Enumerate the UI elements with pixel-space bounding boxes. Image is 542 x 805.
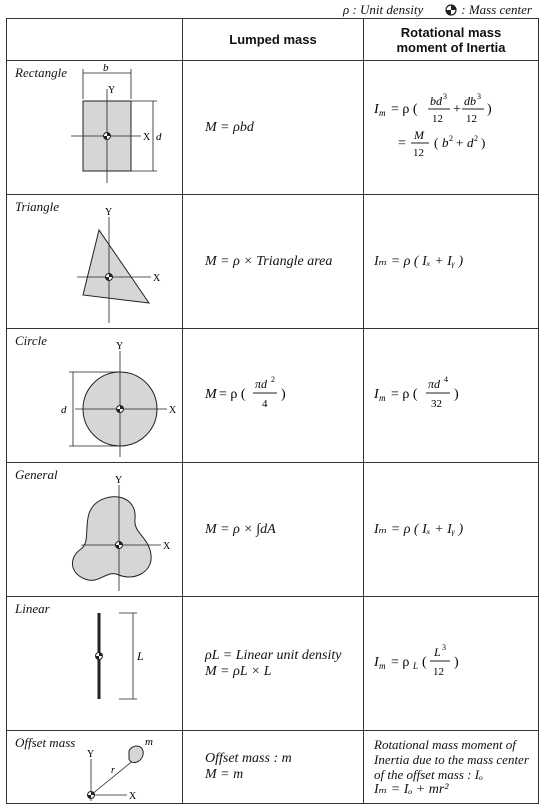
svg-text:m: m — [379, 392, 386, 403]
circle-lumped-formula — [205, 374, 325, 414]
table-row — [7, 463, 539, 597]
linear-moment-formula — [374, 642, 494, 682]
svg-text:L: L — [434, 644, 441, 659]
legend — [343, 2, 532, 18]
linear-moment — [364, 597, 539, 731]
circle-cell — [7, 329, 183, 463]
header-moment: Rotational mass moment of Inertia — [364, 19, 539, 61]
svg-text:= ρ: = ρ — [391, 654, 410, 670]
rectangle-cell — [7, 61, 183, 195]
svg-text:+: + — [456, 134, 464, 150]
svg-text:db: db — [464, 93, 476, 108]
offset-moment — [364, 731, 539, 804]
dim-b-label: b — [103, 62, 109, 74]
svg-text:): ) — [487, 101, 492, 117]
svg-text:= ρ (: = ρ ( — [391, 386, 418, 402]
offset-lumped-line2: M = m — [205, 767, 244, 782]
svg-text:): ) — [481, 134, 486, 150]
legend-density: ρ : Unit density — [342, 2, 424, 17]
svg-text:= ρ (: = ρ ( — [391, 101, 418, 117]
header-shape — [7, 19, 183, 61]
dim-d-label: d — [156, 131, 162, 143]
shape-name: General — [15, 467, 58, 482]
offset-moment-line4: Iₘ = Iₒ + mr² — [374, 782, 449, 797]
rectangle-moment — [364, 61, 539, 195]
table-row — [7, 329, 539, 463]
axis-y-label: Y — [105, 207, 113, 218]
axis-y-label: Y — [115, 475, 123, 486]
svg-text:12: 12 — [413, 146, 424, 159]
table-row — [7, 731, 539, 804]
svg-text:): ) — [281, 386, 286, 402]
axis-y-label: Y — [116, 341, 124, 352]
offset-mass-cell — [7, 731, 183, 804]
offset-lumped-line1: Offset mass : m — [205, 751, 292, 766]
shape-name: Rectangle — [15, 65, 67, 80]
general-diagram — [7, 463, 183, 596]
svg-text:m: m — [379, 660, 386, 671]
circle-diagram — [7, 329, 183, 462]
svg-text:I: I — [374, 101, 379, 117]
table-row — [7, 195, 539, 329]
shape-name: Triangle — [15, 199, 60, 214]
svg-text:πd: πd — [255, 376, 268, 391]
offset-moment-line3: of the offset mass : Iₒ — [374, 767, 483, 782]
svg-text:(: ( — [434, 134, 439, 150]
header-lumped: Lumped mass — [183, 19, 364, 61]
table-row — [7, 61, 539, 195]
svg-text:4: 4 — [444, 374, 448, 384]
rectangle-diagram — [7, 61, 183, 194]
triangle-diagram — [7, 195, 183, 328]
svg-text:2: 2 — [474, 133, 478, 143]
axis-x-label: X — [129, 791, 137, 802]
mass-center-icon — [116, 542, 123, 549]
circle-moment — [364, 329, 539, 463]
linear-lumped-line2: M = ρL × L — [205, 663, 272, 679]
axis-x-label: X — [153, 273, 161, 284]
triangle-lumped: M = ρ × Triangle area — [183, 195, 364, 329]
header-row — [7, 19, 539, 61]
svg-text:3: 3 — [443, 91, 447, 101]
table-row — [7, 597, 539, 731]
svg-text:πd: πd — [428, 376, 441, 391]
rectangle-lumped: M = ρbd — [183, 61, 364, 195]
axis-y-label: Y — [87, 749, 95, 760]
rectangle-moment-formula — [374, 91, 524, 161]
general-moment: Iₘ = ρ ( Iₓ + Iᵧ ) — [364, 463, 539, 597]
svg-text:I: I — [374, 386, 379, 402]
svg-text:M: M — [414, 127, 424, 142]
svg-text:=: = — [398, 135, 406, 151]
shape-name: Linear — [15, 601, 50, 616]
svg-text:I: I — [374, 654, 379, 670]
svg-text:32: 32 — [431, 397, 442, 410]
general-cell — [7, 463, 183, 597]
linear-diagram — [7, 597, 183, 730]
dim-l-label: L — [137, 649, 144, 663]
svg-text:12: 12 — [433, 665, 444, 678]
svg-text:12: 12 — [466, 112, 477, 125]
svg-text:2: 2 — [271, 374, 275, 384]
offset-lumped — [183, 731, 364, 804]
linear-cell — [7, 597, 183, 731]
svg-text:12: 12 — [432, 112, 443, 125]
shape-name: Offset mass — [15, 735, 76, 750]
mass-center-icon — [104, 133, 111, 140]
label-m: m — [145, 736, 153, 748]
mass-center-icon — [96, 653, 103, 660]
mass-center-icon — [445, 4, 457, 16]
mass-table — [6, 18, 539, 804]
svg-text:m: m — [379, 107, 386, 118]
linear-lumped-line1: ρL = Linear unit density — [205, 647, 342, 663]
label-r: r — [111, 765, 115, 776]
shape-name: Circle — [15, 333, 48, 348]
mass-center-icon — [106, 274, 113, 281]
offset-moment-line1: Rotational mass moment of — [374, 737, 516, 752]
svg-text:): ) — [454, 386, 459, 402]
svg-text:b: b — [442, 134, 449, 150]
svg-text:2: 2 — [449, 133, 453, 143]
axis-y-label: Y — [108, 85, 116, 96]
offset-mass-diagram — [7, 731, 183, 803]
svg-text:): ) — [454, 654, 459, 670]
dim-d-label: d — [61, 404, 67, 416]
circle-moment-formula — [374, 374, 494, 414]
axis-x-label: X — [169, 405, 177, 416]
svg-text:M: M — [205, 386, 217, 402]
svg-text:+: + — [453, 101, 461, 117]
triangle-cell — [7, 195, 183, 329]
svg-text:L: L — [413, 660, 419, 671]
linear-lumped — [183, 597, 364, 731]
svg-text:bd: bd — [430, 93, 442, 108]
mass-center-icon — [88, 792, 95, 799]
legend-mass-center: : Mass center — [461, 2, 532, 17]
axis-x-label: X — [163, 541, 171, 552]
offset-moment-line2: Inertia due to the mass center — [374, 752, 529, 767]
general-lumped: M = ρ × ∫dA — [183, 463, 364, 597]
svg-text:(: ( — [422, 654, 427, 670]
svg-text:d: d — [467, 134, 474, 150]
svg-text:3: 3 — [477, 91, 481, 101]
circle-lumped — [183, 329, 364, 463]
svg-text:3: 3 — [442, 642, 446, 652]
svg-text:4: 4 — [262, 397, 268, 410]
svg-text:= ρ (: = ρ ( — [219, 386, 246, 402]
triangle-moment: Iₘ = ρ ( Iₓ + Iᵧ ) — [364, 195, 539, 329]
mass-center-icon — [117, 406, 124, 413]
axis-x-label: X — [143, 132, 151, 143]
